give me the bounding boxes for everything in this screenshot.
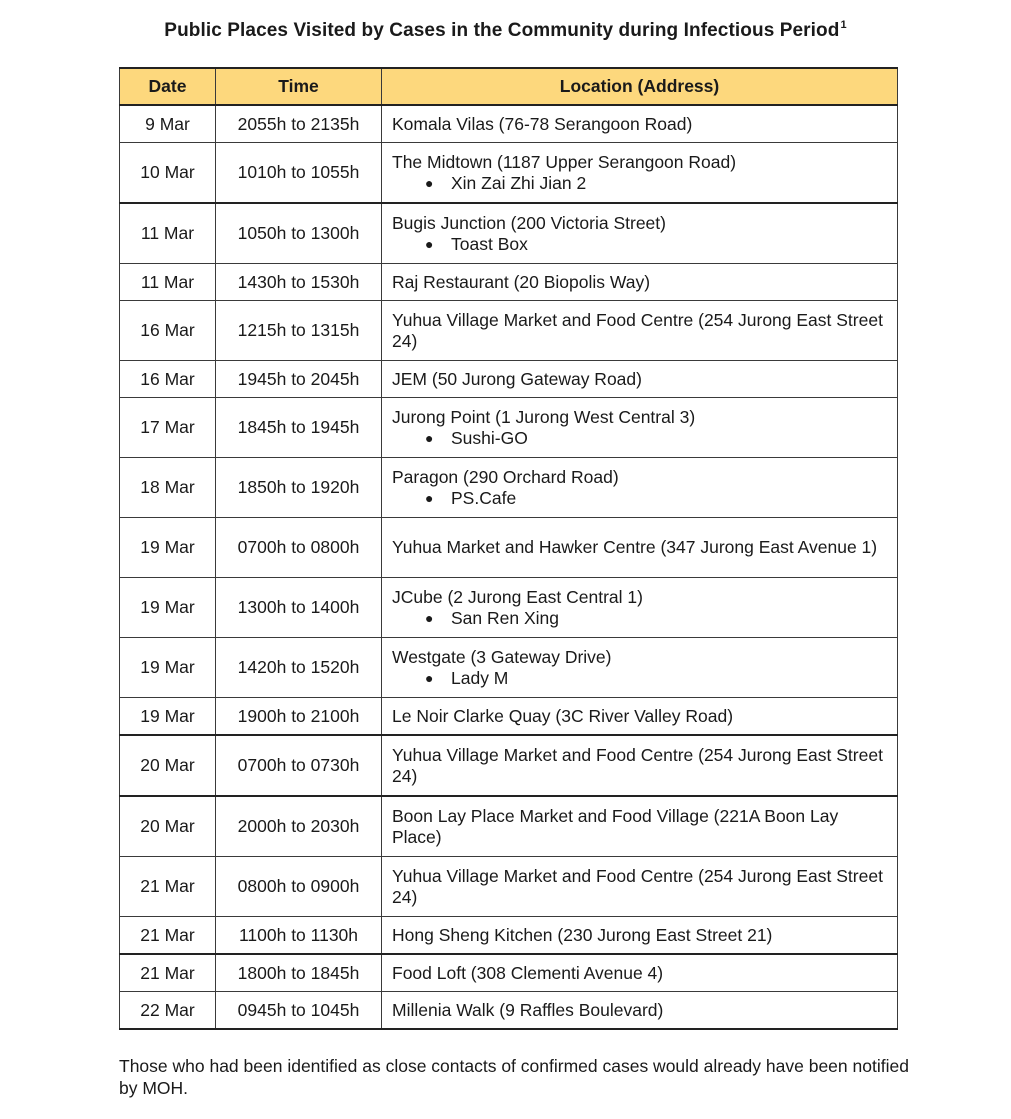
- table-row: [120, 458, 898, 518]
- cell-date: 19 Mar: [120, 518, 216, 578]
- bullet-icon: ●: [425, 609, 434, 626]
- location-address: Raj Restaurant (20 Biopolis Way): [392, 271, 651, 292]
- cell-location: [382, 458, 898, 518]
- cell-date: 19 Mar: [120, 638, 216, 698]
- location-address: Hong Sheng Kitchen (230 Jurong East Street 21): [392, 924, 773, 945]
- cell-date: 10 Mar: [120, 143, 216, 204]
- table-row: [120, 143, 898, 204]
- places-table: [119, 67, 898, 1030]
- location-address: Food Loft (308 Clementi Avenue 4): [392, 962, 664, 983]
- cell-date: 16 Mar: [120, 361, 216, 398]
- location-sub-item: [392, 488, 887, 509]
- column-header-time: Time: [216, 68, 382, 105]
- cell-location: [382, 203, 898, 264]
- cell-location: [382, 578, 898, 638]
- table-row: [120, 992, 898, 1030]
- cell-location: [382, 992, 898, 1030]
- footnote: Those who had been identified as close contacts of confirmed cases would already have been notified by MOH.: [119, 1056, 909, 1098]
- location-address: Boon Lay Place Market and Food Village (221A Boon Lay Place): [392, 805, 839, 847]
- location-address: Westgate (3 Gateway Drive): [392, 646, 612, 667]
- table-row: [120, 105, 898, 143]
- cell-time: 1845h to 1945h: [216, 398, 382, 458]
- table-row: [120, 264, 898, 301]
- cell-location: [382, 301, 898, 361]
- location-address: Jurong Point (1 Jurong West Central 3): [392, 406, 696, 427]
- title-footnote-mark: 1: [840, 19, 847, 31]
- location-sub-item: [392, 428, 887, 449]
- table-row: [120, 857, 898, 917]
- page-title: [0, 19, 1011, 42]
- location-address: Le Noir Clarke Quay (3C River Valley Road): [392, 705, 734, 726]
- cell-location: [382, 698, 898, 736]
- cell-time: 0700h to 0800h: [216, 518, 382, 578]
- bullet-icon: ●: [425, 235, 434, 252]
- table-row: [120, 518, 898, 578]
- bullet-icon: ●: [425, 429, 434, 446]
- location-sub-item: [392, 234, 887, 255]
- cell-location: [382, 105, 898, 143]
- cell-time: 1850h to 1920h: [216, 458, 382, 518]
- table-row: [120, 638, 898, 698]
- location-sub-item-label: San Ren Xing: [451, 607, 559, 628]
- cell-date: 20 Mar: [120, 796, 216, 857]
- cell-date: 20 Mar: [120, 735, 216, 796]
- cell-time: 2000h to 2030h: [216, 796, 382, 857]
- location-sub-item: [392, 173, 887, 194]
- cell-date: 19 Mar: [120, 698, 216, 736]
- location-address: The Midtown (1187 Upper Serangoon Road): [392, 151, 737, 172]
- location-sub-item-label: Sushi-GO: [451, 427, 528, 448]
- cell-date: 11 Mar: [120, 264, 216, 301]
- cell-location: [382, 518, 898, 578]
- location-sub-item-label: Xin Zai Zhi Jian 2: [451, 172, 587, 193]
- location-address: Yuhua Village Market and Food Centre (254 Jurong East Street 24): [392, 744, 883, 786]
- cell-time: 1945h to 2045h: [216, 361, 382, 398]
- location-address: Millenia Walk (9 Raffles Boulevard): [392, 999, 664, 1020]
- cell-time: 0800h to 0900h: [216, 857, 382, 917]
- cell-date: 17 Mar: [120, 398, 216, 458]
- cell-time: 1100h to 1130h: [216, 917, 382, 955]
- location-sub-item: [392, 668, 887, 689]
- table-header-row: [120, 68, 898, 105]
- bullet-icon: ●: [425, 489, 434, 506]
- cell-location: [382, 361, 898, 398]
- cell-time: 1050h to 1300h: [216, 203, 382, 264]
- location-address: Yuhua Village Market and Food Centre (254 Jurong East Street 24): [392, 309, 883, 351]
- cell-date: 16 Mar: [120, 301, 216, 361]
- cell-date: 21 Mar: [120, 917, 216, 955]
- title-text: Public Places Visited by Cases in the Community during Infectious Period: [164, 20, 840, 41]
- location-address: Paragon (290 Orchard Road): [392, 466, 619, 487]
- cell-location: [382, 735, 898, 796]
- table-row: [120, 301, 898, 361]
- bullet-icon: ●: [425, 174, 434, 191]
- location-address: Yuhua Market and Hawker Centre (347 Jurong East Avenue 1): [392, 537, 878, 557]
- cell-location: [382, 917, 898, 955]
- table-row: [120, 578, 898, 638]
- table-row: [120, 398, 898, 458]
- table-row: [120, 361, 898, 398]
- cell-time: 1420h to 1520h: [216, 638, 382, 698]
- column-header-date: Date: [120, 68, 216, 105]
- location-address: Yuhua Village Market and Food Centre (254 Jurong East Street 24): [392, 865, 883, 907]
- cell-location: [382, 638, 898, 698]
- location-address: Bugis Junction (200 Victoria Street): [392, 212, 666, 233]
- table-row: [120, 917, 898, 955]
- cell-date: 22 Mar: [120, 992, 216, 1030]
- location-sub-item-label: PS.Cafe: [451, 487, 517, 508]
- cell-location: [382, 796, 898, 857]
- column-header-location: Location (Address): [382, 68, 898, 105]
- location-address: Komala Vilas (76-78 Serangoon Road): [392, 113, 693, 134]
- cell-time: 1800h to 1845h: [216, 954, 382, 992]
- bullet-icon: ●: [425, 669, 434, 686]
- cell-time: 1300h to 1400h: [216, 578, 382, 638]
- cell-date: 9 Mar: [120, 105, 216, 143]
- location-address: JEM (50 Jurong Gateway Road): [392, 368, 642, 389]
- cell-time: 1900h to 2100h: [216, 698, 382, 736]
- table-row: [120, 203, 898, 264]
- cell-date: 19 Mar: [120, 578, 216, 638]
- table-row: [120, 954, 898, 992]
- table-row: [120, 796, 898, 857]
- cell-time: 0700h to 0730h: [216, 735, 382, 796]
- location-sub-item-label: Toast Box: [451, 233, 528, 254]
- cell-location: [382, 264, 898, 301]
- cell-time: 1430h to 1530h: [216, 264, 382, 301]
- cell-time: 1010h to 1055h: [216, 143, 382, 204]
- table-row: [120, 735, 898, 796]
- table-body: [120, 105, 898, 1029]
- cell-time: 1215h to 1315h: [216, 301, 382, 361]
- cell-location: [382, 954, 898, 992]
- cell-date: 21 Mar: [120, 954, 216, 992]
- cell-time: 0945h to 1045h: [216, 992, 382, 1030]
- cell-location: [382, 398, 898, 458]
- table-row: [120, 698, 898, 736]
- cell-date: 11 Mar: [120, 203, 216, 264]
- location-sub-item-label: Lady M: [451, 667, 509, 688]
- location-address: JCube (2 Jurong East Central 1): [392, 586, 643, 607]
- cell-time: 2055h to 2135h: [216, 105, 382, 143]
- location-sub-item: [392, 608, 887, 629]
- cell-location: [382, 143, 898, 204]
- cell-location: [382, 857, 898, 917]
- cell-date: 21 Mar: [120, 857, 216, 917]
- cell-date: 18 Mar: [120, 458, 216, 518]
